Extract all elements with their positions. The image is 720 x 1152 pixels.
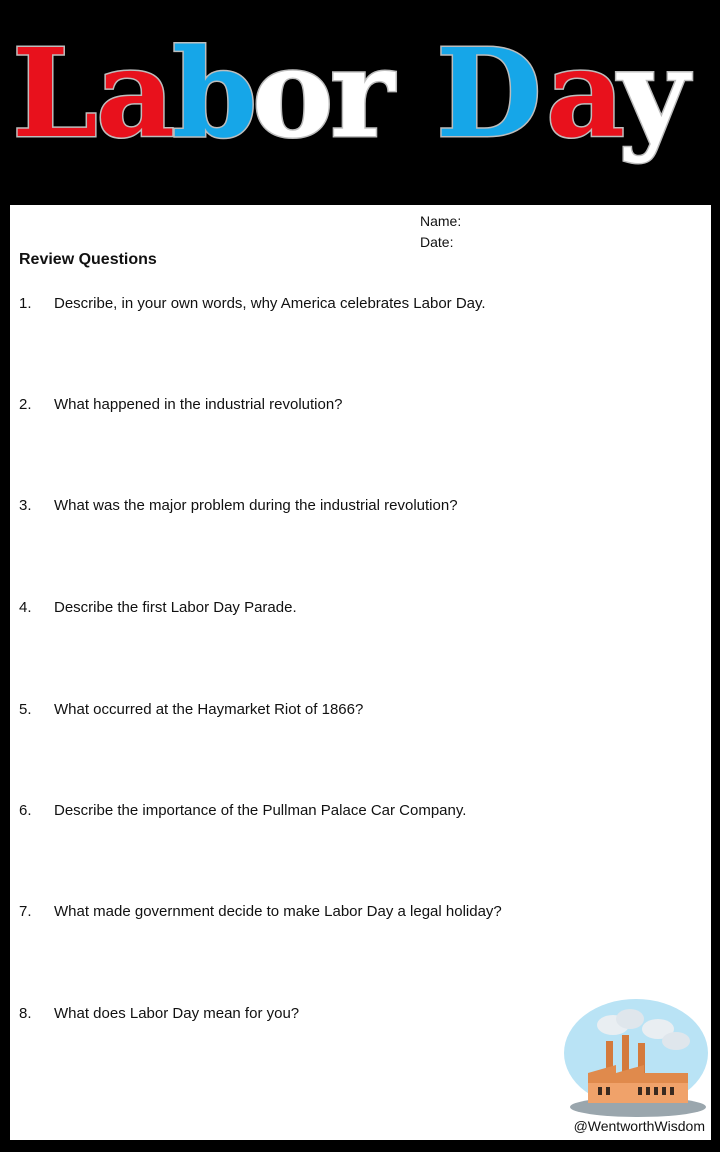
question-number: 6. (19, 802, 32, 819)
question-8 (19, 1005, 299, 1022)
question-number: 1. (19, 295, 32, 312)
question-text: What happened in the industrial revolution? (54, 396, 343, 413)
question-number: 8. (19, 1005, 32, 1022)
question-number: 5. (19, 701, 32, 718)
question-text: What was the major problem during the industrial revolution? (54, 497, 458, 514)
worksheet (10, 205, 711, 1140)
title-letter: y (618, 21, 689, 165)
question-number: 4. (19, 599, 32, 616)
question-5 (19, 701, 363, 718)
title-svg (0, 0, 720, 200)
title-letter: D (436, 21, 542, 165)
question-2 (19, 396, 343, 413)
question-text: What made government decide to make Labor Day a legal holiday? (54, 903, 502, 920)
question-1 (19, 295, 486, 312)
name-date-block (420, 211, 461, 253)
question-number: 2. (19, 396, 32, 413)
name-label: Name: (420, 213, 462, 229)
title-banner (0, 0, 720, 200)
question-3 (19, 497, 458, 514)
title-letter: o (252, 21, 334, 165)
section-heading: Review Questions (19, 251, 157, 268)
credit-handle: @WentworthWisdom (573, 1118, 705, 1134)
question-6 (19, 802, 466, 819)
question-7 (19, 903, 502, 920)
factory-clipart (558, 995, 708, 1120)
question-text: What does Labor Day mean for you? (54, 1005, 300, 1022)
question-text: Describe, in your own words, why America celebrates Labor Day. (54, 295, 486, 312)
question-text: What occurred at the Haymarket Riot of 1866? (54, 701, 364, 718)
question-number: 3. (19, 497, 32, 514)
title-letter: b (172, 21, 258, 165)
title-letter: a (546, 21, 626, 165)
factory-icon (558, 995, 708, 1120)
title-letters (12, 21, 692, 165)
title-letter: a (96, 21, 176, 165)
question-4 (19, 599, 297, 616)
question-number: 7. (19, 903, 32, 920)
question-text: Describe the importance of the Pullman Palace Car Company. (54, 802, 467, 819)
question-text: Describe the first Labor Day Parade. (54, 599, 297, 616)
title-letter: L (12, 21, 98, 165)
title-letter: r (330, 21, 395, 165)
date-label: Date: (420, 234, 454, 250)
